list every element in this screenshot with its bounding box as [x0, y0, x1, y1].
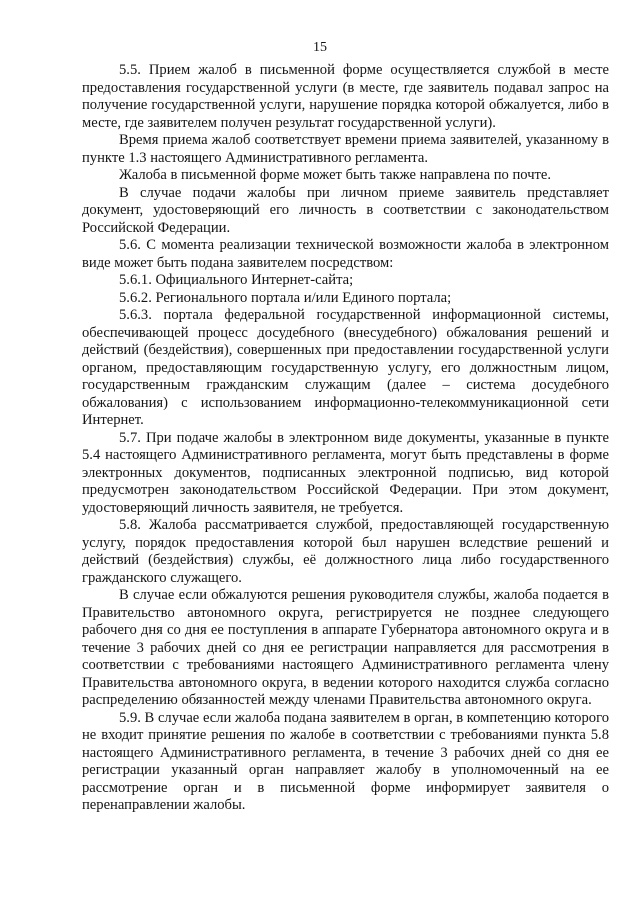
paragraph-reception-time: Время приема жалоб соответствует времени приема заявителей, указанному в пункте 1.3 настоящего Административного регламента. [82, 132, 609, 166]
paragraph-personal-reception: В случае подачи жалобы при личном приеме заявитель представляет документ, удостоверяющий его личность в соответствии с законодательством Российской Федерации. [82, 184, 609, 236]
paragraph-5-6-3: 5.6.3. портала федеральной государственной информационной системы, обеспечивающей процесс досудебного (внесудебного) обжалования решений и действий (бездействия), совершенных при предоставлении государственной услуги органом, предоставляющим государственную услугу, его должностным лицом, государственным гражданским служащим (далее – система досудебного обжалования) с использованием информационно-телекоммуникационной сети Интернет. [82, 307, 609, 428]
document-body [82, 62, 609, 815]
paragraph-5-6: 5.6. С момента реализации технической возможности жалоба в электронном виде может быть подана заявителем посредством: [82, 237, 609, 271]
paragraph-5-6-2: 5.6.2. Регионального портала и/или Единого портала; [119, 289, 452, 306]
paragraph-postal-complaint: Жалоба в письменной форме может быть также направлена по почте. [119, 167, 552, 183]
paragraph-5-5: 5.5. Прием жалоб в письменной форме осуществляется службой в месте предоставления государственной услуги (в месте, где заявитель подавал запрос на получение государственной услуги, нарушение порядка которой обжалуется, либо в месте, где заявителем получен результат государственной услуги). [82, 62, 609, 131]
paragraph-5-8: 5.8. Жалоба рассматривается службой, предоставляющей государственную услугу, порядок предоставления которой был нарушен вследствие решений и действий (бездействия) службы, её должностного лица либо государственного гражданского служащего. [82, 517, 609, 586]
paragraph-head-decisions: В случае если обжалуются решения руководителя службы, жалоба подается в Правительство автономного округа, регистрируется не позднее следующего рабочего дня со дня ее поступления в аппарате Губернатора автономного округа и в течение 3 рабочих дней со дня ее регистрации направляется для рассмотрения в соответствии с требованиями настоящего Административного регламента члену Правительства автономного округа, в ведении которого находится служба согласно распределению обязанностей между членами Правительства автономного округа. [82, 587, 609, 708]
paragraph-5-6-1: 5.6.1. Официального Интернет-сайта; [119, 272, 354, 288]
paragraph-5-7: 5.7. При подаче жалобы в электронном виде документы, указанные в пункте 5.4 настоящего Административного регламента, могут быть представлены в форме электронных документов, подписанных электронной подписью, вид которой предусмотрен законодательством Российской Федерации. При этом документ, удостоверяющий личность заявителя, не требуется. [82, 429, 609, 516]
page-number: 15 [313, 40, 327, 55]
paragraph-5-9: 5.9. В случае если жалоба подана заявителем в орган, в компетенцию которого не входит принятие решения по жалобе в соответствии с требованиями пункта 5.8 настоящего Административного регламента, в течение 3 рабочих дней со дня ее регистрации указанный орган направляет жалобу в уполномоченный на ее рассмотрение орган и в письменной форме информирует заявителя о перенаправлении жалобы. [82, 709, 609, 813]
